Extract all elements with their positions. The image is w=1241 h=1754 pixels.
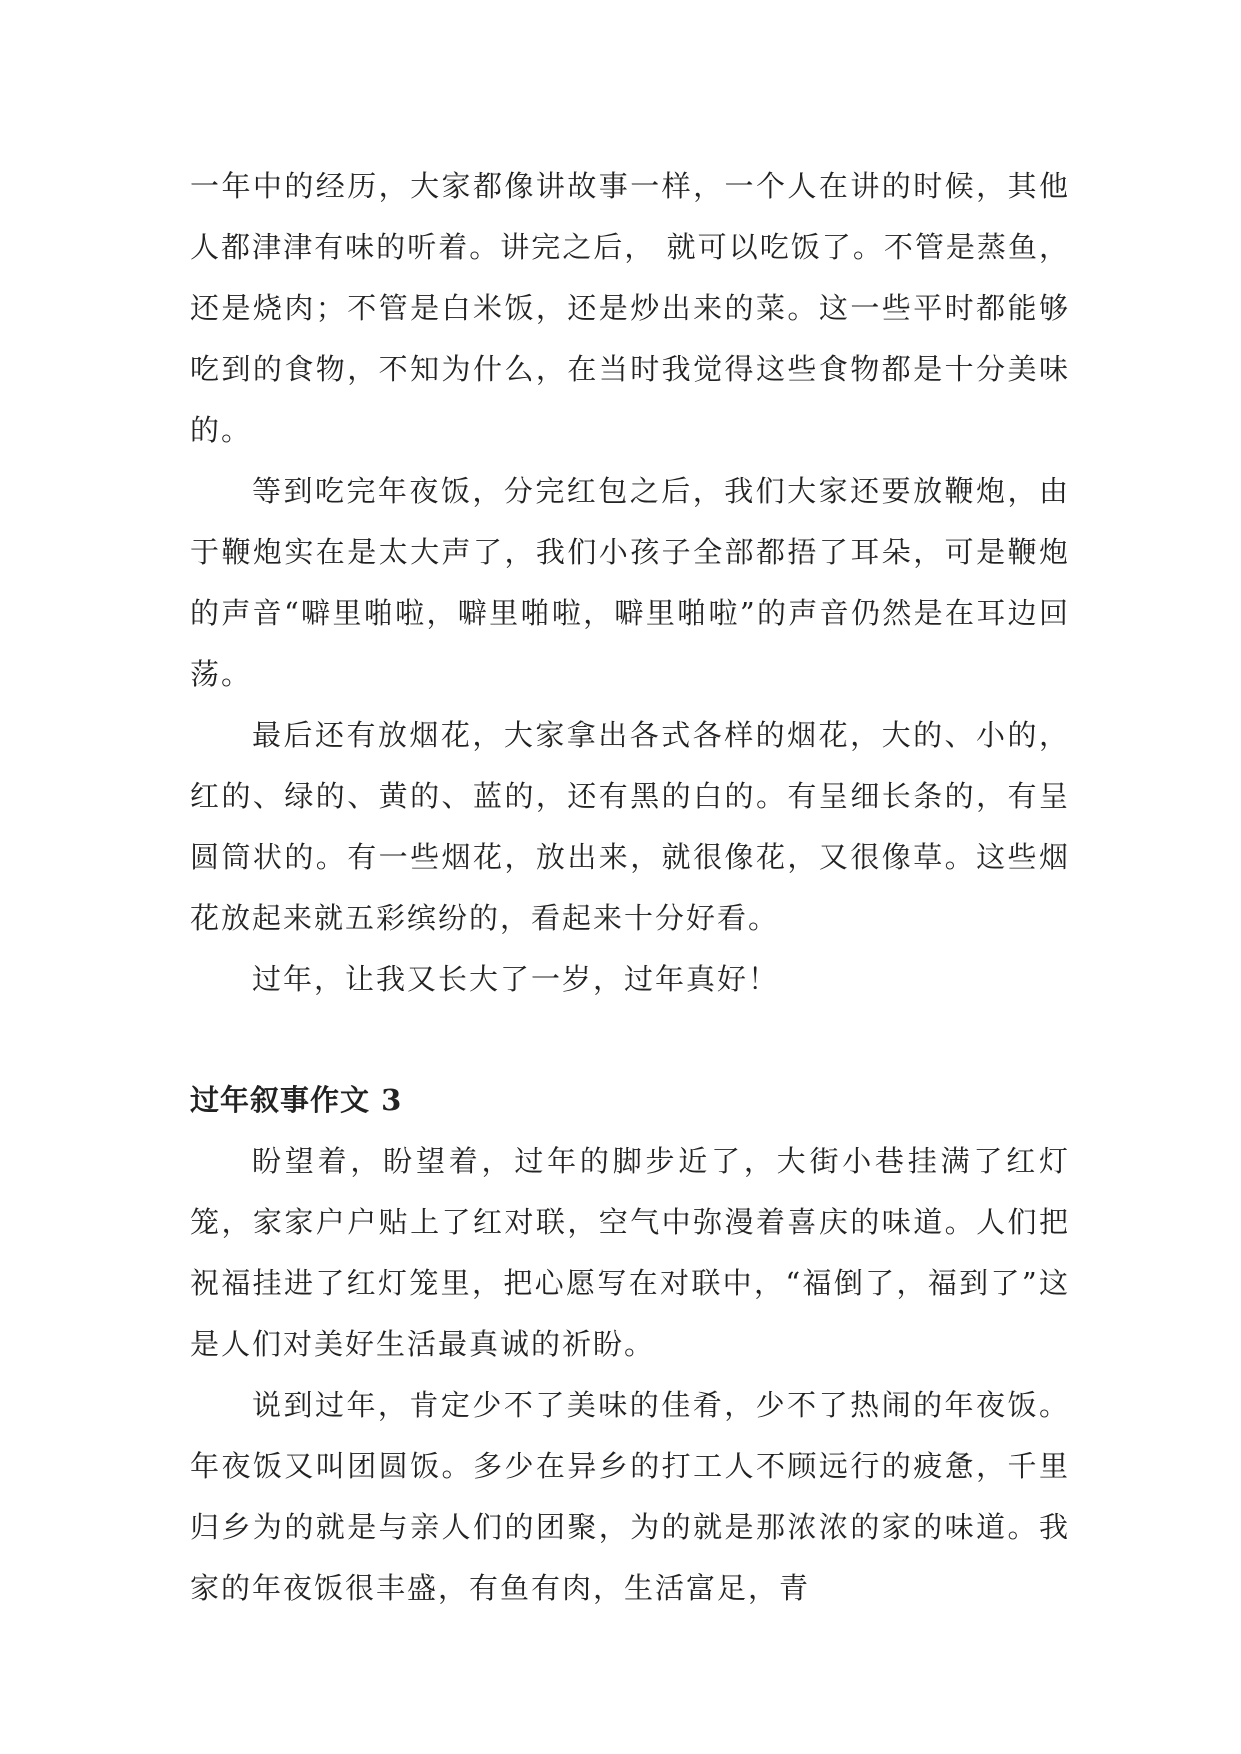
paragraph-1: 一年中的经历，大家都像讲故事一样，一个人在讲的时候，其他人都津津有味的听着。讲完之后， 就可以吃饭了。不管是蒸鱼，还是烧肉；不管是白米饭，还是炒出来的菜。这一些平时都能够吃到的食物，不知为什么，在当时我觉得这些食物都是十分美味的。 <box>190 169 1070 447</box>
paragraph-6: 说到过年，肯定少不了美味的佳肴，少不了热闹的年夜饭。年夜饭又叫团圆饭。多少在异乡的打工人不顾远行的疲惫，千里归乡为的就是与亲人们的团聚，为的就是那浓浓的家的味道。我家的年夜饭很丰盛，有鱼有肉，生活富足，青 <box>190 1388 1070 1605</box>
section-title: 过年叙事作文 3 <box>190 1083 403 1117</box>
paragraph-5: 盼望着，盼望着，过年的脚步近了，大街小巷挂满了红灯笼，家家户户贴上了红对联，空气中弥漫着喜庆的味道。人们把祝福挂进了红灯笼里，把心愿写在对联中，“福倒了，福到了”这是人们对美好生活最真诚的祈盼。 <box>190 1144 1070 1361</box>
paragraph-2: 等到吃完年夜饭，分完红包之后，我们大家还要放鞭炮，由于鞭炮实在是太大声了，我们小孩子全部都捂了耳朵，可是鞭炮的声音“噼里啪啦，噼里啪啦，噼里啪啦”的声音仍然是在耳边回荡。 <box>190 474 1070 691</box>
paragraph-4: 过年，让我又长大了一岁，过年真好！ <box>252 962 780 996</box>
document-body <box>190 156 1070 1619</box>
paragraph-3: 最后还有放烟花，大家拿出各式各样的烟花，大的、小的，红的、绿的、黄的、蓝的，还有黑的白的。有呈细长条的，有呈圆筒状的。有一些烟花，放出来，就很像花，又很像草。这些烟花放起来就五彩缤纷的，看起来十分好看。 <box>190 718 1070 935</box>
